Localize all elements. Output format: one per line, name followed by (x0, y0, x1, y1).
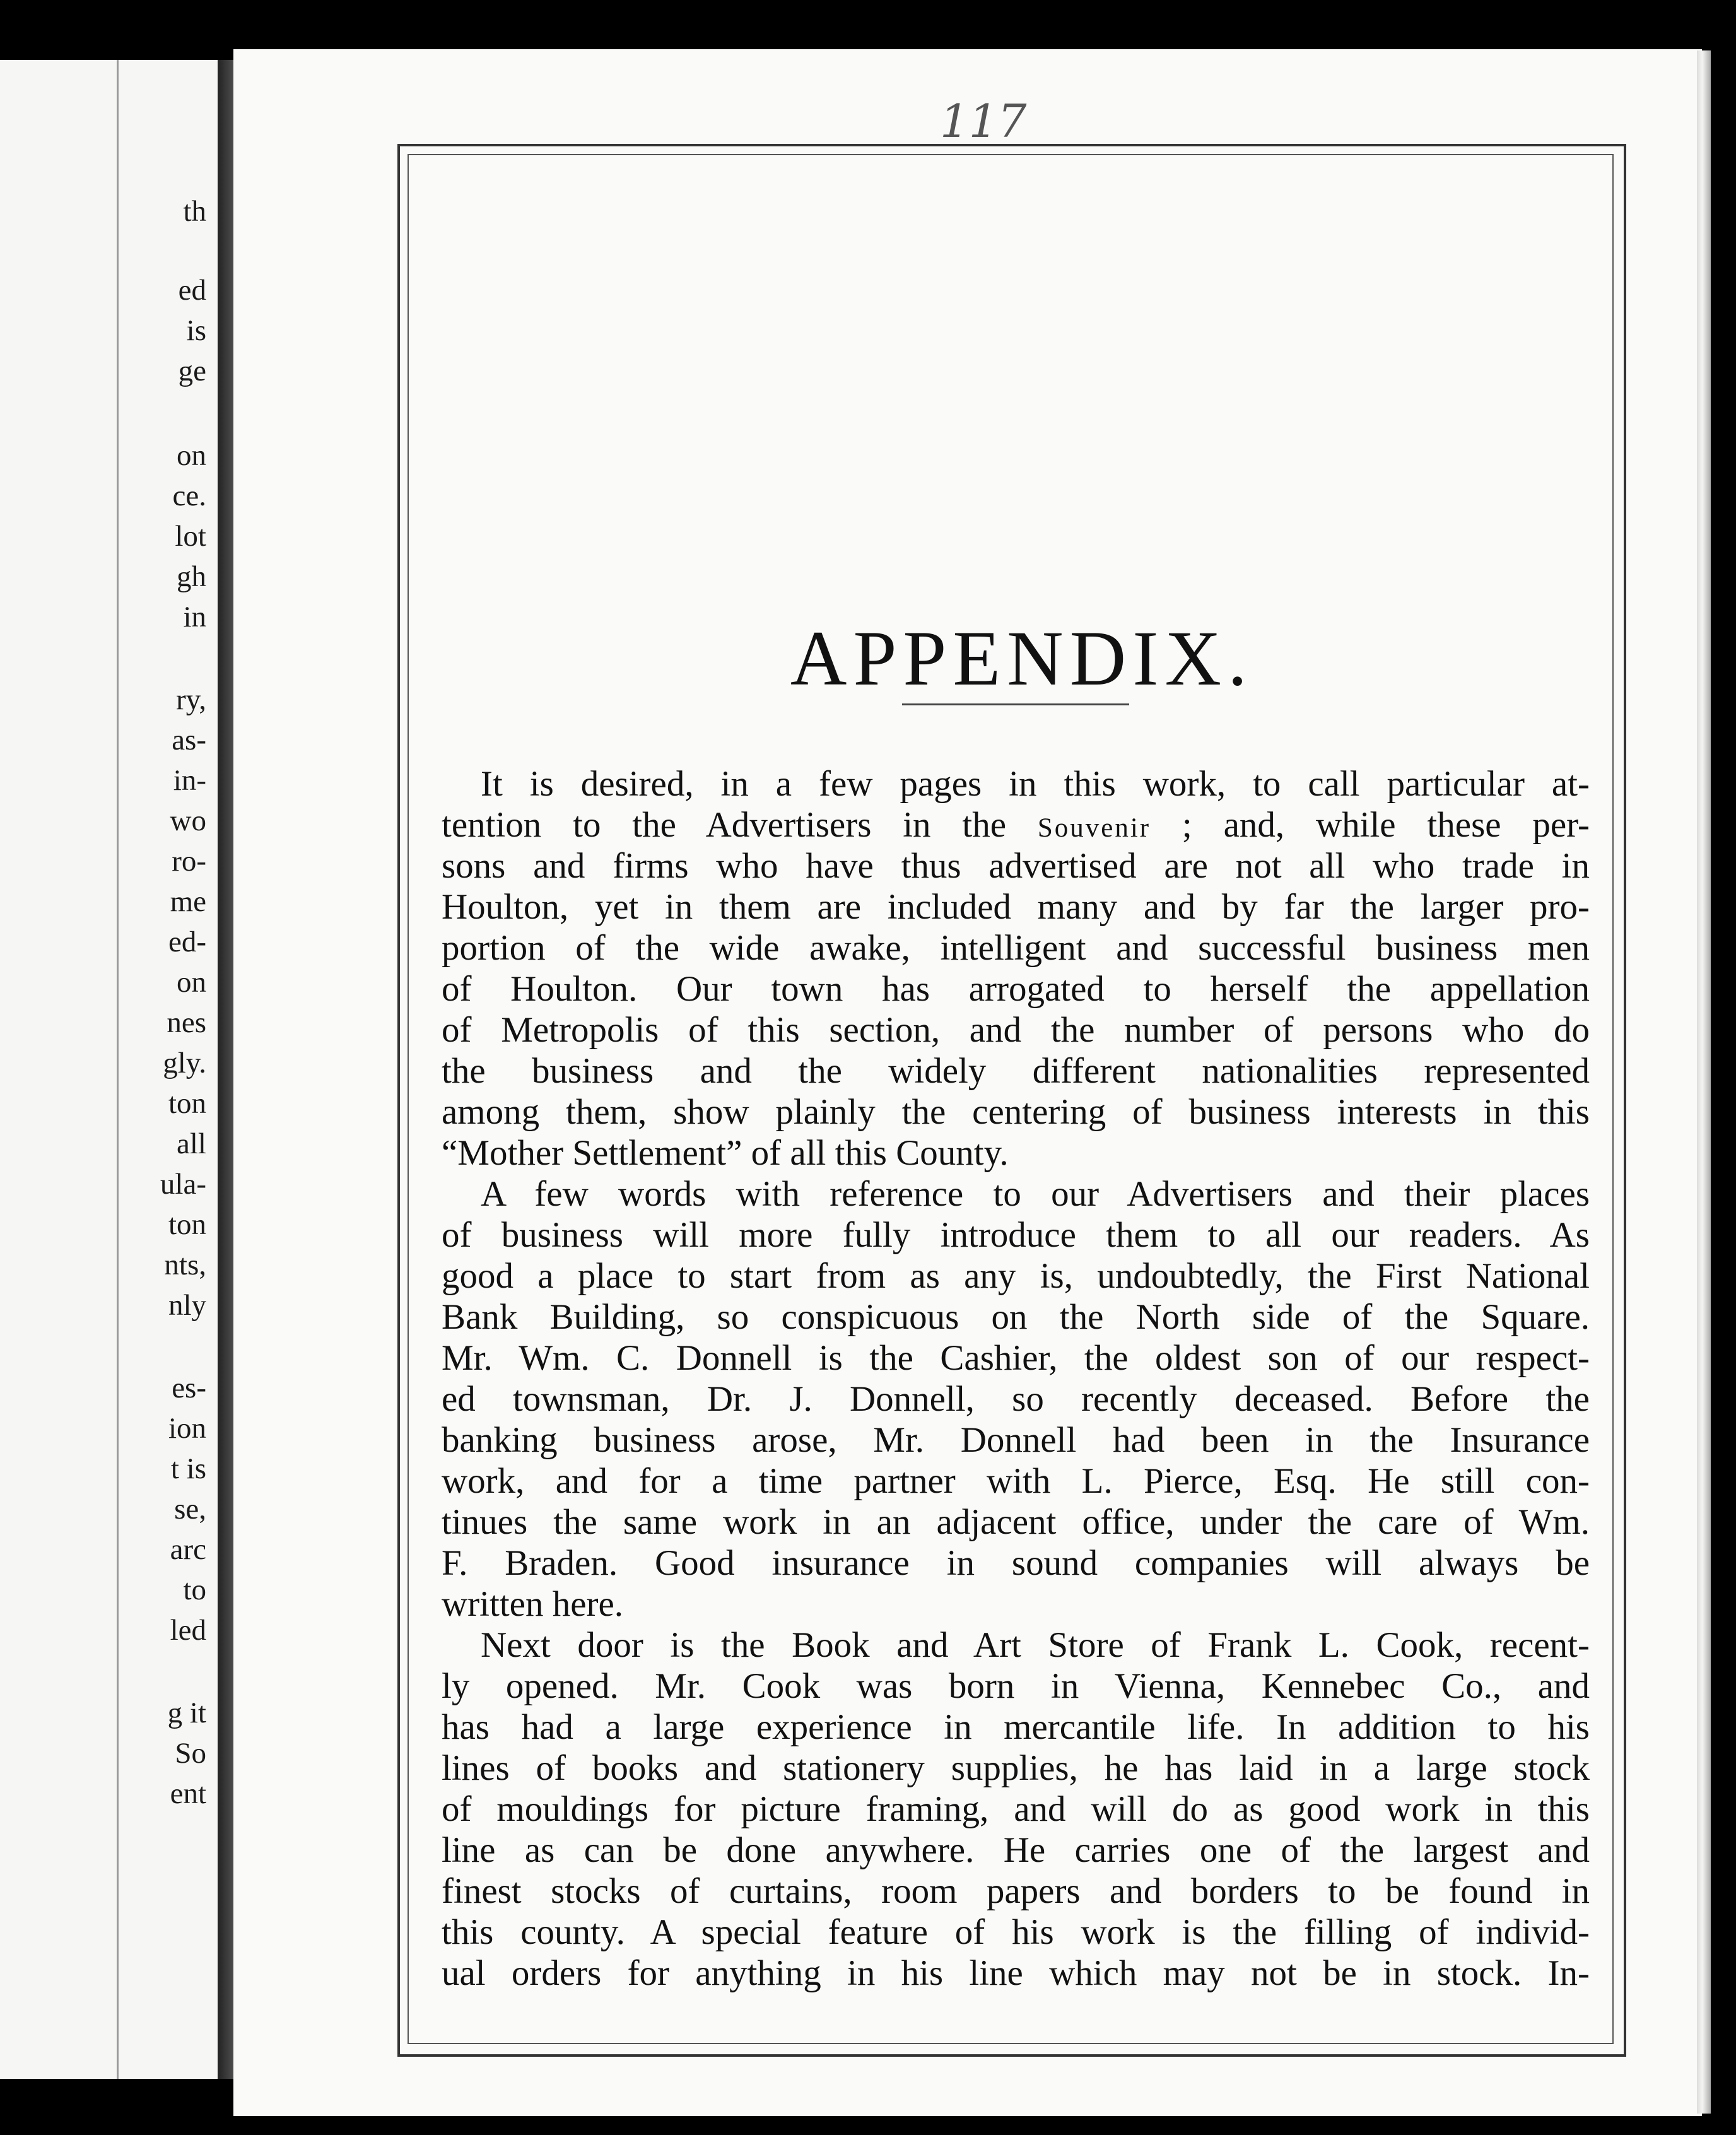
text-line: tinues the same work in an adjacent office, under the care of Wm. (442, 1502, 1590, 1542)
facing-page-line: to (183, 1573, 206, 1606)
appendix-body-text (442, 763, 1590, 1994)
page-edge (1697, 50, 1711, 2114)
text-line: finest stocks of curtains, room papers and borders to be found in (442, 1871, 1590, 1911)
facing-page-line: on (177, 439, 206, 472)
text-line: lines of books and stationery supplies, he has laid in a large stock (442, 1748, 1590, 1788)
text-line: sons and firms who have thus advertised are not all who trade in (442, 846, 1590, 886)
facing-page-line: ce. (172, 479, 206, 512)
facing-page-line: nly (168, 1289, 206, 1322)
facing-page-border (117, 60, 119, 2079)
facing-page-line: ion (168, 1412, 206, 1445)
facing-page-line: ton (168, 1087, 206, 1120)
text-line: ed townsman, Dr. J. Donnell, so recently deceased. Before the (442, 1379, 1590, 1419)
facing-page-line: ge (178, 355, 206, 387)
facing-page-line: t is (170, 1452, 206, 1485)
facing-page-line: ed (178, 274, 206, 307)
facing-page-line: gly. (163, 1047, 206, 1079)
text-line: F. Braden. Good insurance in sound companies will always be (442, 1543, 1590, 1583)
text-line: has had a large experience in mercantile life. In addition to his (442, 1707, 1590, 1747)
text-line: of Metropolis of this section, and the number of persons who do (442, 1010, 1590, 1050)
text-line: Bank Building, so conspicuous on the North side of the Square. (442, 1297, 1590, 1337)
souvenir-smallcaps: Souvenir (1037, 813, 1151, 843)
facing-page-line: in (183, 601, 206, 633)
handwritten-folio-number: 117 (940, 95, 1027, 148)
facing-page-line: all (177, 1127, 206, 1160)
facing-page-line: arc (170, 1533, 206, 1566)
facing-page-line: g it (167, 1697, 206, 1729)
text-line: It is desired, in a few pages in this work, to call particular at- (481, 764, 1590, 804)
facing-page-line: ry, (176, 683, 206, 716)
text-line: “Mother Settlement” of all this County. (442, 1133, 1009, 1173)
facing-page-line: ed- (168, 926, 206, 958)
facing-page-line: in- (173, 764, 206, 797)
facing-page-line: lot (175, 520, 206, 553)
facing-page-line: se, (174, 1493, 206, 1526)
text-line: banking business arose, Mr. Donnell had been in the Insurance (442, 1420, 1590, 1460)
text-line: portion of the wide awake, intelligent and successful business men (442, 928, 1590, 968)
text-line: of Houlton. Our town has arrogated to herself the appellation (442, 969, 1590, 1009)
text-line: Mr. Wm. C. Donnell is the Cashier, the oldest son of our respect- (442, 1338, 1590, 1378)
text-line: A few words with reference to our Advertisers and their places (481, 1174, 1590, 1214)
facing-page-line: ent (170, 1777, 206, 1810)
text-line: line as can be done anywhere. He carries one of the largest and (442, 1830, 1590, 1870)
facing-page (0, 60, 218, 2079)
text-line: Next door is the Book and Art Store of Frank L. Cook, recent- (481, 1625, 1590, 1665)
text-line: Houlton, yet in them are included many and by far the larger pro- (442, 887, 1590, 927)
facing-page-line: me (170, 885, 206, 918)
text-line: good a place to start from as any is, undoubtedly, the First National (442, 1256, 1590, 1296)
text-line: tention to the Advertisers in the Souvenir ; and, while these per- (442, 805, 1590, 845)
facing-page-line: wo (170, 804, 206, 837)
text-line: of mouldings for picture framing, and will do as good work in this (442, 1789, 1590, 1829)
facing-page-line: ula- (160, 1168, 206, 1201)
facing-page-line: as- (172, 724, 206, 756)
facing-page-line: So (175, 1737, 206, 1770)
text-line: among them, show plainly the centering of business interests in this (442, 1092, 1590, 1132)
facing-page-line: gh (177, 560, 206, 593)
text-line: written here. (442, 1584, 624, 1624)
text-line: this county. A special feature of his work is the filling of individ- (442, 1912, 1590, 1952)
facing-page-line: nts, (164, 1249, 206, 1281)
facing-page-line: th (183, 195, 206, 228)
facing-page-line: es- (172, 1372, 206, 1404)
text-line: ual orders for anything in his line which may not be in stock. In- (442, 1953, 1590, 1993)
title-divider (902, 703, 1129, 705)
facing-page-line: nes (167, 1006, 206, 1039)
facing-page-line: led (170, 1614, 206, 1647)
facing-page-line: ton (168, 1208, 206, 1241)
page-title: APPENDIX. (790, 615, 1254, 702)
facing-page-line: ro- (172, 845, 206, 878)
text-line: work, and for a time partner with L. Pierce, Esq. He still con- (442, 1461, 1590, 1501)
facing-page-line: on (177, 966, 206, 999)
text-line: the business and the widely different nationalities represented (442, 1051, 1590, 1091)
facing-page-line: is (186, 314, 206, 347)
text-line: of business will more fully introduce them to all our readers. As (442, 1215, 1590, 1255)
text-line: ly opened. Mr. Cook was born in Vienna, Kennebec Co., and (442, 1666, 1590, 1706)
